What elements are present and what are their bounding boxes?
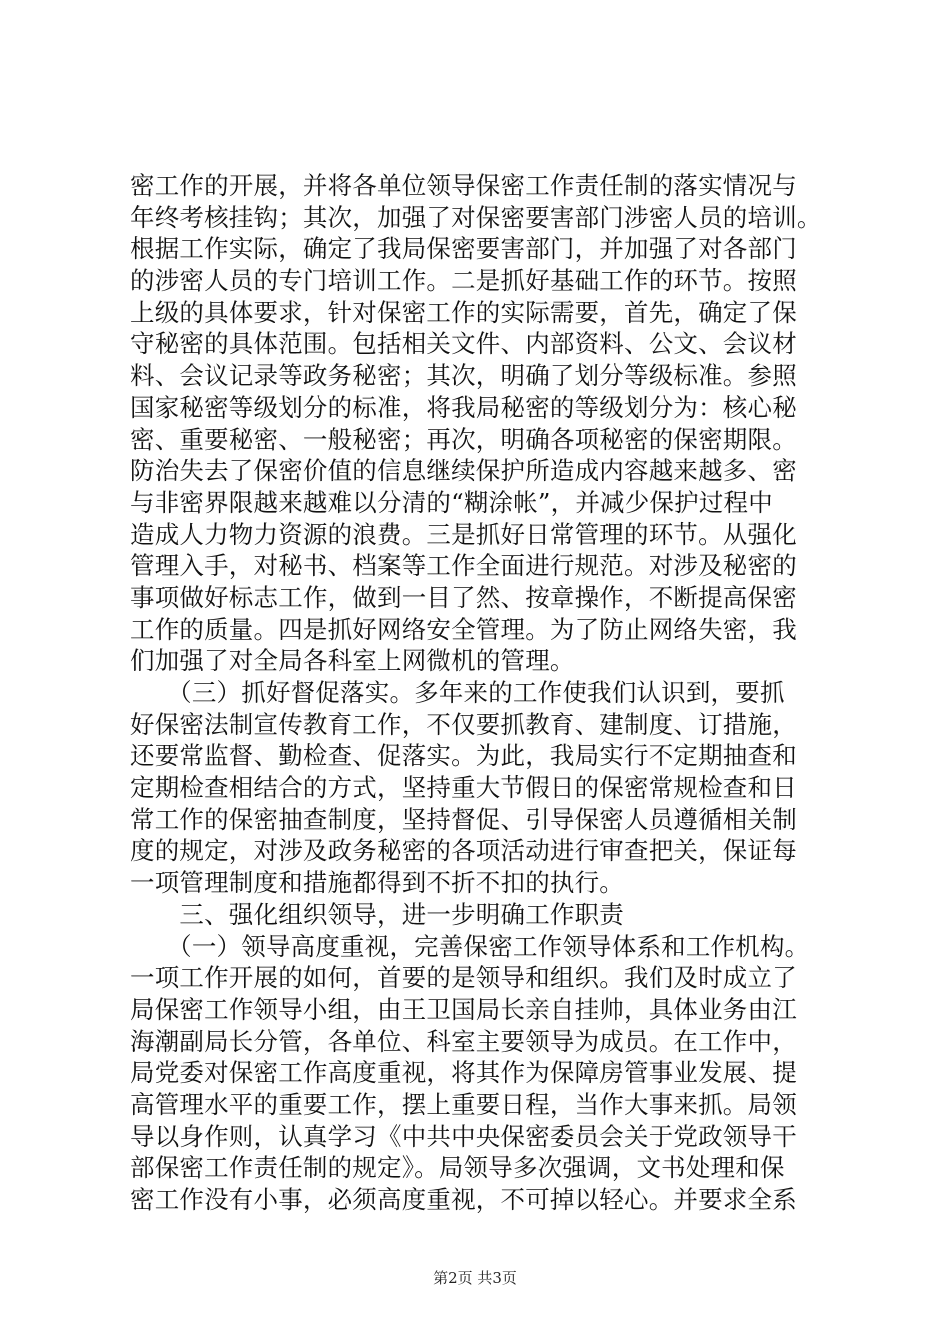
text-line: 定期检查相结合的方式，坚持重大节假日的保密常规检查和日 [130, 773, 797, 803]
text-line: 常工作的保密抽查制度，坚持督促、引导保密人员遵循相关制 [130, 804, 797, 834]
body-text [130, 170, 830, 1216]
text-line: 海潮副局长分管，各单位、科室主要领导为成员。在工作中， [130, 1026, 797, 1056]
text-line: 导以身作则，认真学习《中共中央保密委员会关于党政领导干 [130, 1121, 797, 1151]
text-line: 造成人力物力资源的浪费。三是抓好日常管理的环节。从强化 [130, 519, 797, 549]
text-line: 工作的质量。四是抓好网络安全管理。为了防止网络失密，我 [130, 614, 797, 644]
text-line: 上级的具体要求，针对保密工作的实际需要，首先，确定了保 [130, 297, 797, 327]
text-line: 事项做好标志工作，做到一目了然、按章操作，不断提高保密 [130, 582, 797, 612]
text-line: 部保密工作责任制的规定》。局领导多次强调，文书处理和保 [130, 1153, 785, 1183]
text-line: 一项管理制度和措施都得到不折不扣的执行。 [130, 868, 624, 898]
text-line: 与非密界限越来越难以分清的“糊涂帐”，并减少保护过程中 [130, 487, 773, 517]
text-line: 年终考核挂钩；其次，加强了对保密要害部门涉密人员的培训。 [130, 202, 822, 232]
text-line: 好保密法制宣传教育工作，不仅要抓教育、建制度、订措施， [130, 709, 797, 739]
section-heading: 三、强化组织领导，进一步明确工作职责 [130, 899, 624, 929]
text-line: 一项工作开展的如何，首要的是领导和组织。我们及时成立了 [130, 963, 797, 993]
text-line: （三）抓好督促落实。多年来的工作使我们认识到，要抓 [130, 678, 785, 707]
text-line: 国家秘密等级划分的标准，将我局秘密的等级划分为：核心秘 [130, 392, 797, 422]
text-line: （一）领导高度重视，完善保密工作领导体系和工作机构。 [130, 931, 810, 961]
text-line: 密工作的开展，并将各单位领导保密工作责任制的落实情况与 [130, 171, 797, 200]
text-line: 防治失去了保密价值的信息继续保护所造成内容越来越多、密 [130, 456, 797, 486]
text-line: 密、重要秘密、一般秘密；再次，明确各项秘密的保密期限。 [130, 424, 797, 454]
text-line: 密工作没有小事，必须高度重视，不可掉以轻心。并要求全系 [130, 1185, 797, 1214]
text-line: 局党委对保密工作高度重视，将其作为保障房管事业发展、提 [130, 1058, 797, 1088]
text-line: 根据工作实际，确定了我局保密要害部门，并加强了对各部门 [130, 234, 797, 264]
text-line: 高管理水平的重要工作，摆上重要日程，当作大事来抓。局领 [130, 1089, 797, 1119]
text-line: 守秘密的具体范围。包括相关文件、内部资料、公文、会议材 [130, 329, 797, 359]
text-line: 还要常监督、勤检查、促落实。为此，我局实行不定期抽查和 [130, 741, 797, 771]
text-line: 的涉密人员的专门培训工作。二是抓好基础工作的环节。按照 [130, 266, 797, 296]
text-line: 管理入手，对秘书、档案等工作全面进行规范。对涉及秘密的 [130, 551, 797, 581]
page-number-footer: 第2页 共3页 [433, 1269, 517, 1287]
text-line: 度的规定，对涉及政务秘密的各项活动进行审查把关，保证每 [130, 836, 797, 866]
text-line: 料、会议记录等政务秘密；其次，明确了划分等级标准。参照 [130, 361, 797, 391]
text-line: 们加强了对全局各科室上网微机的管理。 [130, 646, 575, 676]
text-line: 局保密工作领导小组，由王卫国局长亲自挂帅，具体业务由江 [130, 994, 797, 1024]
